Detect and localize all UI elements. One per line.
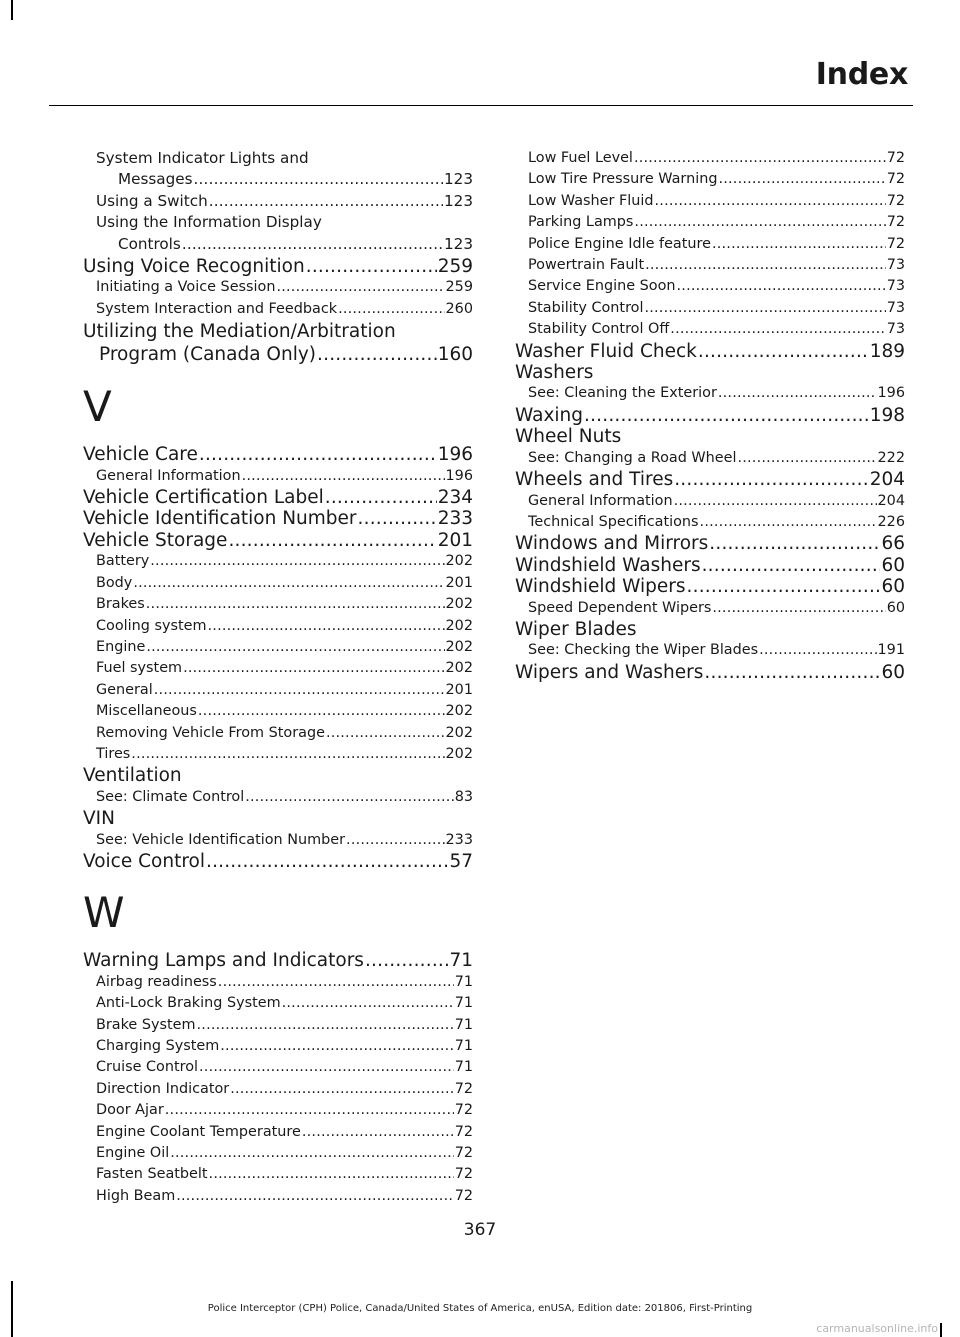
index-subentry[interactable]: General Information ..... 196 (83, 466, 473, 487)
index-subentry[interactable]: Speed Dependent Wipers ..... 60 (515, 598, 905, 619)
section-letter-w: W (83, 888, 125, 938)
index-subentry[interactable]: Cooling system ..... 202 (83, 616, 473, 637)
index-subentry[interactable]: Technical Specifications ..... 226 (515, 512, 905, 533)
index-subentry[interactable]: Charging System ..... 71 (83, 1036, 473, 1057)
index-subentry[interactable]: Using a Switch ..... 123 (83, 191, 473, 212)
index-entry[interactable]: Windows and Mirrors ..... 66 (515, 533, 905, 554)
index-subentry: Using the Information Display (96, 213, 322, 232)
index-entry: Ventilation (83, 765, 182, 787)
index-column-left (83, 148, 473, 1207)
index-entry: Utilizing the Mediation/Arbitration (83, 321, 396, 343)
header-divider (49, 105, 913, 106)
index-subentry[interactable]: Fasten Seatbelt ..... 72 (83, 1164, 473, 1185)
index-subentry[interactable]: See: Changing a Road Wheel ..... 222 (515, 448, 905, 469)
index-subentry[interactable]: See: Cleaning the Exterior ..... 196 (515, 383, 905, 404)
index-subentry[interactable]: Parking Lamps ..... 72 (515, 212, 905, 233)
index-entry[interactable]: Windshield Wipers ..... 60 (515, 576, 905, 597)
index-subentry: System Indicator Lights and (96, 149, 309, 167)
index-entry: Wiper Blades (515, 618, 637, 640)
index-subentry[interactable]: Initiating a Voice Session ..... 259 (83, 277, 473, 298)
index-subentry[interactable]: Service Engine Soon ..... 73 (515, 276, 905, 297)
index-subentry[interactable]: General ..... 201 (83, 680, 473, 701)
index-subentry[interactable]: Removing Vehicle From Storage ..... 202 (83, 723, 473, 744)
page-number: 367 (463, 1220, 497, 1240)
index-subentry[interactable]: Door Ajar ..... 72 (83, 1100, 473, 1121)
index-entry[interactable]: Windshield Washers ..... 60 (515, 555, 905, 576)
index-subentry[interactable]: High Beam ..... 72 (83, 1186, 473, 1207)
index-subentry[interactable]: Airbag readiness ..... 71 (83, 972, 473, 993)
index-entry[interactable]: Using Voice Recognition ..... 259 (83, 255, 473, 277)
index-subentry[interactable]: Engine ..... 202 (83, 637, 473, 658)
index-entry[interactable]: Vehicle Certification Label ..... 234 (83, 487, 473, 508)
crop-mark-top-left (11, 0, 13, 20)
index-subentry[interactable]: Cruise Control ..... 71 (83, 1057, 473, 1078)
index-entry: Washers (515, 362, 594, 384)
index-subentry[interactable]: See: Vehicle Identification Number ..... 233 (83, 830, 473, 851)
index-subentry[interactable]: See: Checking the Wiper Blades ..... 191 (515, 640, 905, 661)
index-subentry[interactable]: Tires ..... 202 (83, 744, 473, 765)
index-entry[interactable]: Washer Fluid Check ..... 189 (515, 341, 905, 362)
index-subentry[interactable]: Controls ..... 123 (83, 234, 473, 255)
index-subentry[interactable]: Police Engine Idle feature ..... 72 (515, 234, 905, 255)
index-subentry[interactable]: Powertrain Fault ..... 73 (515, 255, 905, 276)
index-entry[interactable]: Vehicle Identification Number ..... 233 (83, 508, 473, 529)
crop-mark-bottom-right (940, 1323, 942, 1337)
index-column-right (515, 148, 905, 683)
index-subentry[interactable]: Stability Control ..... 73 (515, 298, 905, 319)
index-entry[interactable]: Wipers and Washers ..... 60 (515, 662, 905, 683)
index-subentry[interactable]: Engine Oil ..... 72 (83, 1143, 473, 1164)
index-subentry[interactable]: Battery ..... 202 (83, 551, 473, 572)
index-entry[interactable]: Warning Lamps and Indicators ..... 71 (83, 950, 473, 971)
index-entry[interactable]: Wheels and Tires ..... 204 (515, 469, 905, 490)
index-subentry[interactable]: Brake System ..... 71 (83, 1015, 473, 1036)
index-subentry[interactable]: Low Fuel Level ..... 72 (515, 148, 905, 169)
index-entry: Wheel Nuts (515, 426, 622, 448)
watermark: carmanualsonline.info (816, 1322, 938, 1335)
index-entry[interactable]: Program (Canada Only) ..... 160 (83, 343, 473, 366)
index-subentry[interactable]: General Information ..... 204 (515, 491, 905, 512)
index-entry[interactable]: Voice Control ..... 57 (83, 851, 473, 872)
index-subentry[interactable]: System Interaction and Feedback ..... 260 (83, 299, 473, 320)
index-subentry[interactable]: Anti-Lock Braking System ..... 71 (83, 993, 473, 1014)
index-subentry[interactable]: Miscellaneous ..... 202 (83, 701, 473, 722)
index-entry[interactable]: Waxing ..... 198 (515, 405, 905, 426)
index-subentry[interactable]: Body ..... 201 (83, 573, 473, 594)
index-entry: VIN (83, 808, 115, 830)
section-letter-v: V (83, 382, 112, 432)
index-subentry[interactable]: Direction Indicator ..... 72 (83, 1079, 473, 1100)
index-subentry[interactable]: Brakes ..... 202 (83, 594, 473, 615)
index-subentry[interactable]: Low Tire Pressure Warning ..... 72 (515, 169, 905, 190)
footer-edition-info: Police Interceptor (CPH) Police, Canada/United States of America, enUSA, Edition date: 201806, First-Printing (207, 1303, 753, 1314)
index-entry[interactable]: Vehicle Storage ..... 201 (83, 530, 473, 551)
index-subentry[interactable]: Messages ..... 123 (83, 169, 473, 190)
index-subentry[interactable]: Stability Control Off ..... 73 (515, 319, 905, 340)
index-entry[interactable]: Vehicle Care ..... 196 (83, 444, 473, 465)
page-title: Index (815, 57, 908, 92)
index-subentry[interactable]: Low Washer Fluid ..... 72 (515, 191, 905, 212)
index-subentry[interactable]: See: Climate Control ..... 83 (83, 787, 473, 808)
index-subentry[interactable]: Engine Coolant Temperature ..... 72 (83, 1122, 473, 1143)
index-subentry[interactable]: Fuel system ..... 202 (83, 658, 473, 679)
